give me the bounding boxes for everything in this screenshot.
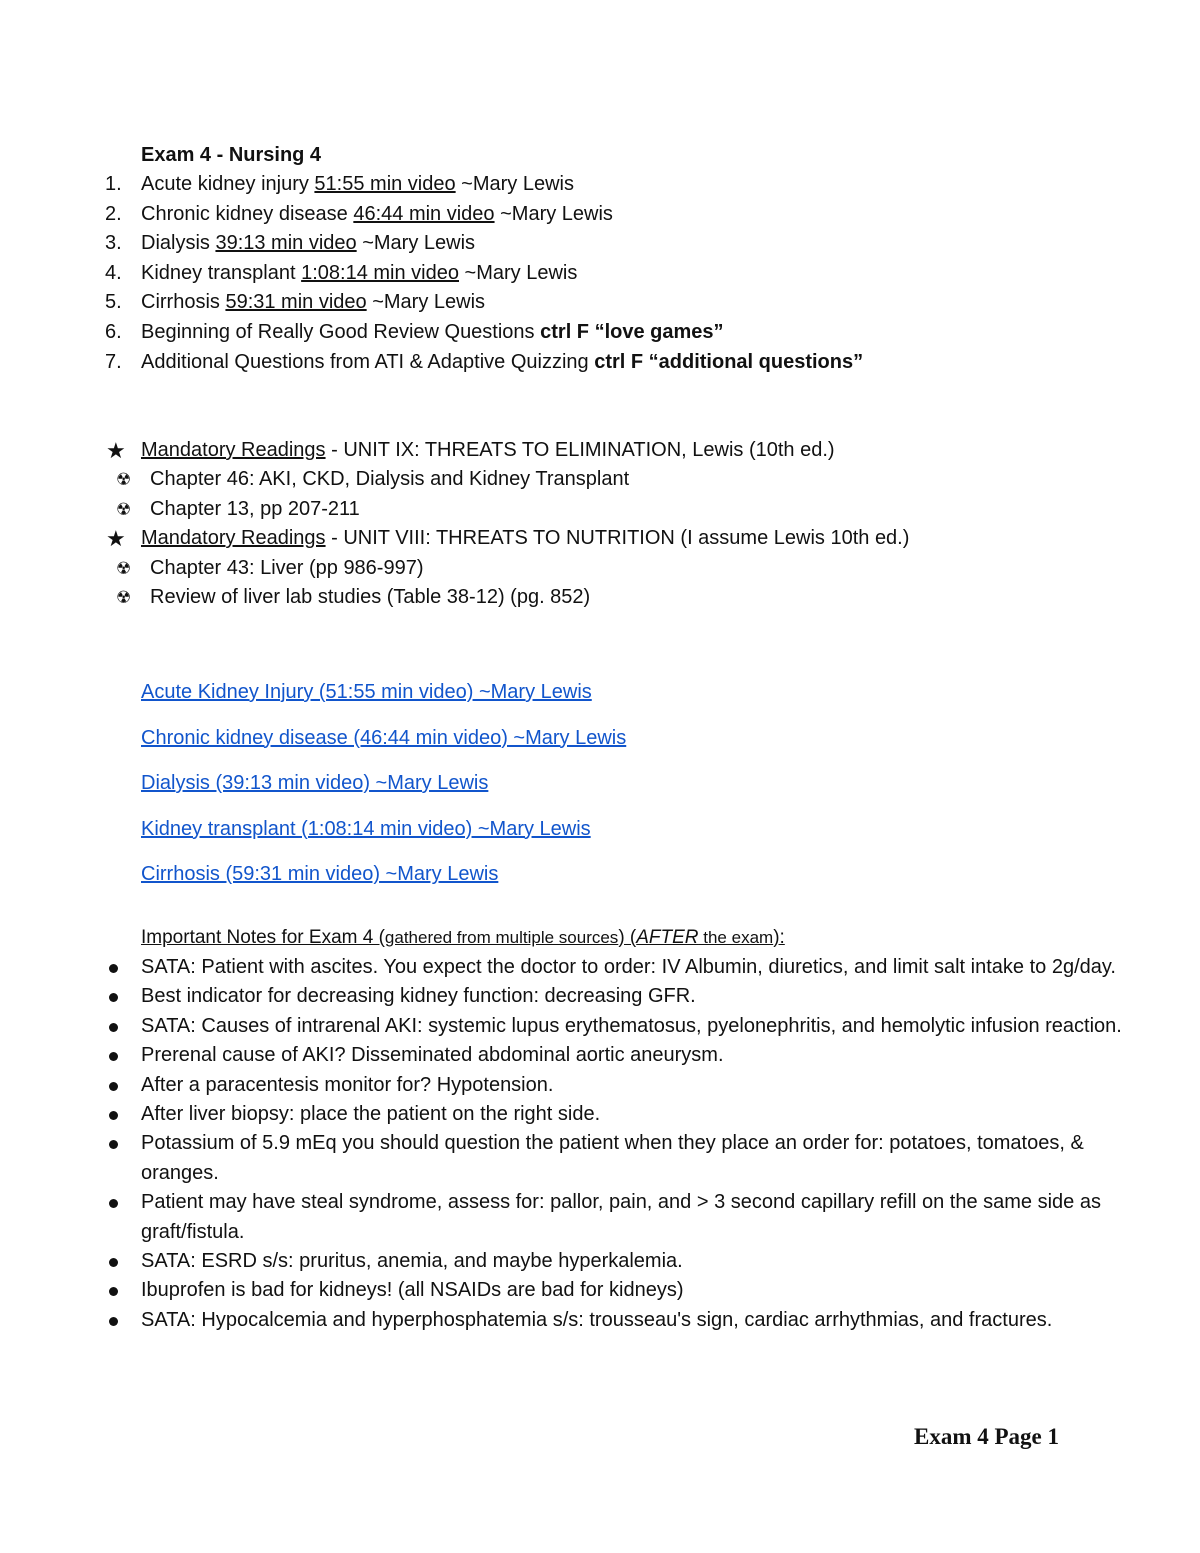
topic-label: Kidney transplant — [141, 261, 302, 284]
note-item: Ibuprofen is bad for kidneys! (all NSAIDs are bad for kidneys) — [100, 1276, 1140, 1305]
note-item: After a paracentesis monitor for? Hypotension. — [100, 1071, 1140, 1100]
video-link-cirrhosis[interactable]: Cirrhosis (59:31 min video) ~Mary Lewis — [141, 863, 499, 886]
topic-item-2 — [100, 200, 863, 230]
bullet-icon — [109, 1140, 118, 1149]
note-item: After liver biopsy: place the patient on the right side. — [100, 1100, 1140, 1129]
reading-unit-ix — [106, 436, 909, 465]
topic-label: Chronic kidney disease — [141, 202, 354, 225]
bullet-icon — [109, 1052, 118, 1061]
topic-label: Additional Questions from ATI & Adaptive Quizzing — [141, 350, 595, 373]
topic-author: ~Mary Lewis — [494, 202, 613, 225]
video-length-link[interactable]: 59:31 min video — [225, 291, 367, 314]
bullet-icon — [109, 1023, 118, 1032]
video-link-transplant[interactable]: Kidney transplant (1:08:14 min video) ~Mary Lewis — [141, 817, 591, 840]
video-length-link[interactable]: 1:08:14 min video — [301, 261, 459, 284]
list-number: 6. — [105, 320, 122, 343]
note-item: SATA: Hypocalcemia and hyperphosphatemia s/s: trousseau's sign, cardiac arrhythmias, and fractures. — [100, 1306, 1140, 1335]
topic-item-5 — [100, 288, 863, 318]
star-icon: ★ — [106, 526, 126, 552]
note-item: Prerenal cause of AKI? Disseminated abdominal aortic aneurysm. — [100, 1041, 1140, 1070]
topic-item-7 — [100, 348, 863, 378]
link-item — [141, 724, 626, 770]
document-title: Exam 4 - Nursing 4 — [141, 144, 322, 166]
radiation-icon: ☢ — [116, 470, 132, 490]
page-footer: Exam 4 Page 1 — [914, 1424, 1060, 1449]
link-item — [141, 678, 626, 724]
link-item — [141, 769, 626, 815]
topic-label: Acute kidney injury — [141, 173, 315, 195]
list-number: 4. — [105, 261, 122, 284]
note-item: Potassium of 5.9 mEq you should question the patient when they place an order for: potatoes, tomatoes, & oranges. — [100, 1129, 1140, 1188]
link-item — [141, 815, 626, 861]
topic-item-3 — [100, 229, 863, 259]
topic-author: ~Mary Lewis — [356, 232, 476, 255]
list-number: 1. — [105, 173, 122, 195]
topic-item-6 — [100, 318, 863, 348]
notes-heading: Important Notes for Exam 4 (gathered from multiple sources) (AFTER the exam): — [141, 927, 785, 948]
video-link-dialysis[interactable]: Dialysis (39:13 min video) ~Mary Lewis — [141, 772, 489, 795]
note-item: SATA: Causes of intrarenal AKI: systemic lupus erythematosus, pyelonephritis, and hemolytic infusion reaction. — [100, 1012, 1140, 1041]
list-number: 7. — [105, 350, 122, 373]
topic-label: Dialysis — [141, 232, 216, 255]
topic-item-4 — [100, 259, 863, 289]
list-number: 2. — [105, 202, 122, 225]
note-item: Patient may have steal syndrome, assess for: pallor, pain, and > 3 second capillary refill on the same side as graft/fistula. — [100, 1188, 1140, 1247]
reading-unit-viii-items — [106, 554, 909, 613]
video-length-link[interactable]: 46:44 min video — [353, 202, 495, 225]
notes-list — [100, 953, 1140, 1335]
reading-unit-viii — [106, 524, 909, 553]
video-length-link[interactable]: 39:13 min video — [215, 232, 357, 255]
topic-item-1 — [100, 170, 863, 200]
topic-author: ~Mary Lewis — [459, 261, 578, 284]
bullet-icon — [109, 1287, 118, 1296]
reading-chapter-item: ☢ Chapter 43: Liver (pp 986-997) — [106, 554, 909, 583]
star-icon: ★ — [106, 438, 126, 463]
bullet-icon — [109, 1317, 118, 1326]
bullet-icon — [109, 1082, 118, 1091]
topic-label: Cirrhosis — [141, 291, 226, 314]
reading-chapter-item: ☢ Review of liver lab studies (Table 38-12) (pg. 852) — [106, 583, 909, 612]
video-length-link[interactable]: 51:55 min video — [314, 173, 456, 195]
note-item: SATA: Patient with ascites. You expect the doctor to order: IV Albumin, diuretics, and limit salt intake to 2g/day. — [100, 953, 1140, 982]
topic-author: ~Mary Lewis — [366, 291, 486, 314]
list-number: 5. — [105, 291, 122, 314]
reading-heading: Mandatory Readings — [141, 527, 326, 550]
reading-chapter-item: ☢ Chapter 46: AKI, CKD, Dialysis and Kidney Transplant — [106, 465, 909, 494]
reading-heading: Mandatory Readings — [141, 439, 326, 461]
bullet-icon — [109, 993, 118, 1002]
bullet-icon — [109, 964, 118, 973]
radiation-icon: ☢ — [116, 587, 132, 607]
link-item — [141, 860, 626, 906]
search-hint: ctrl F “love games” — [540, 320, 724, 343]
reading-unit: - UNIT IX: THREATS TO ELIMINATION, Lewis (10th ed.) — [325, 439, 835, 461]
note-item: SATA: ESRD s/s: pruritus, anemia, and maybe hyperkalemia. — [100, 1247, 1140, 1276]
bullet-icon — [109, 1111, 118, 1120]
video-link-aki[interactable]: Acute Kidney Injury (51:55 min video) ~Mary Lewis — [141, 681, 592, 703]
reading-chapter-item: ☢ Chapter 13, pp 207-211 — [106, 495, 909, 524]
video-link-ckd[interactable]: Chronic kidney disease (46:44 min video) ~Mary Lewis — [141, 726, 627, 749]
video-links-list — [141, 678, 626, 906]
bullet-icon — [109, 1258, 118, 1267]
reading-unit: - UNIT VIII: THREATS TO NUTRITION (I assume Lewis 10th ed.) — [325, 527, 910, 550]
radiation-icon: ☢ — [116, 499, 132, 519]
search-hint: ctrl F “additional questions” — [594, 350, 864, 373]
radiation-icon: ☢ — [116, 558, 132, 578]
topic-list — [100, 170, 863, 377]
reading-unit-ix-items — [106, 465, 909, 524]
list-number: 3. — [105, 232, 122, 255]
mandatory-readings-list — [106, 436, 909, 612]
topic-author: ~Mary Lewis — [455, 173, 574, 195]
note-item: Best indicator for decreasing kidney function: decreasing GFR. — [100, 982, 1140, 1011]
bullet-icon — [109, 1199, 118, 1208]
topic-label: Beginning of Really Good Review Questions — [141, 320, 541, 343]
